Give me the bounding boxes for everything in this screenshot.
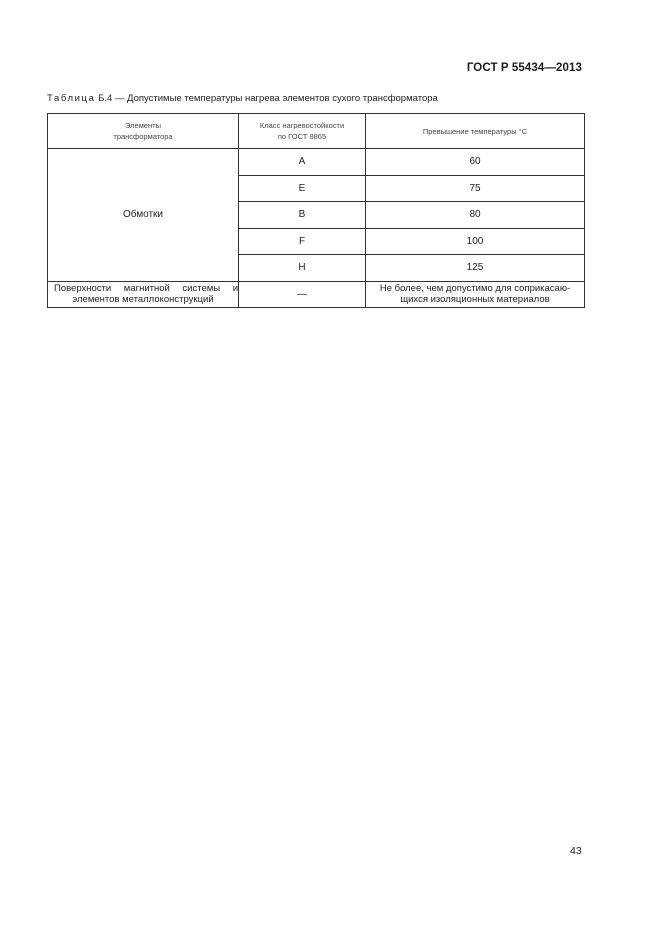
heat-class-cell: А — [239, 149, 366, 176]
header-elements-line1: Элементы — [125, 121, 161, 130]
header-heat-class — [239, 114, 366, 149]
header-heat-class-line2: по ГОСТ 8865 — [277, 132, 327, 141]
heat-class-cell: В — [239, 202, 366, 229]
header-heat-class-line1: Класс нагревостойкости — [259, 121, 345, 130]
surface-note-cell — [366, 281, 585, 308]
temp-rise-cell: 80 — [366, 202, 585, 229]
heat-class-cell: Н — [239, 255, 366, 282]
caption-text: Б.4 — Допустимые температуры нагрева элементов сухого трансформатора — [95, 93, 438, 104]
table-row-surface — [48, 281, 585, 308]
table-caption — [47, 93, 438, 104]
temp-rise-cell: 60 — [366, 149, 585, 176]
surface-element-line2: элементов металлоконструкций — [72, 294, 214, 306]
temperature-table — [47, 113, 585, 308]
table-header-row — [48, 114, 585, 149]
header-temp-rise-line1: Превышение температуры °С — [422, 126, 528, 136]
surface-heat-class-cell: — — [239, 281, 366, 308]
caption-lead: Таблица — [47, 93, 96, 104]
temp-rise-cell: 125 — [366, 255, 585, 282]
heat-class-cell: Е — [239, 175, 366, 202]
header-temp-rise — [366, 114, 585, 149]
page-number: 43 — [570, 845, 582, 857]
document-code: ГОСТ Р 55434—2013 — [466, 62, 582, 74]
header-elements-line2: трансформатора — [113, 132, 173, 141]
header-elements — [48, 114, 239, 149]
heat-class-cell: F — [239, 228, 366, 255]
surface-element-cell — [48, 281, 239, 308]
surface-element-line1: Поверхности магнитной системы и — [54, 283, 238, 295]
surface-note-line2: щихся изоляционных материалов — [400, 294, 550, 306]
table-row — [48, 149, 585, 176]
temp-rise-cell: 75 — [366, 175, 585, 202]
windings-cell: Обмотки — [48, 149, 239, 282]
surface-note-line1: Не более, чем допустимо для соприкасаю- — [379, 283, 571, 295]
temp-rise-cell: 100 — [366, 228, 585, 255]
